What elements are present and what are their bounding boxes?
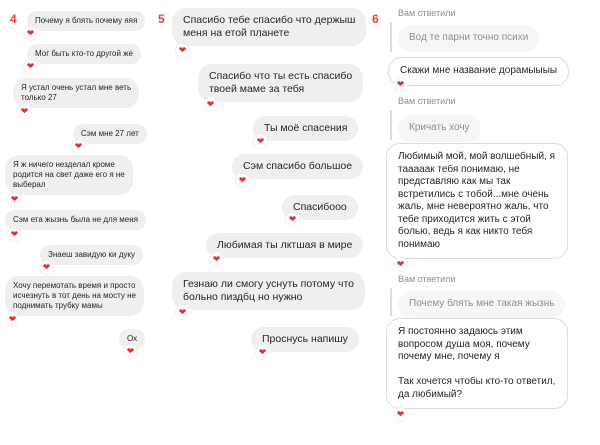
message-bubble[interactable]: Сэм спасибо большое bbox=[232, 154, 363, 179]
message-bubble[interactable]: Спасибо тебе спасибо что держыш меня на етой планете bbox=[172, 8, 366, 46]
panel-number: 6 bbox=[372, 12, 379, 26]
heart-icon: ❤ bbox=[176, 44, 189, 57]
heart-icon: ❤ bbox=[72, 140, 85, 153]
message-bubble[interactable]: Любимый мой, мой волшебный, я тааааак тебя понимаю, не представляю как мы так встретились с тобой...мне очень жаль, мне невероятно жаль, что тебе приходится жить с этой болью, ведь я как никто тебя понимаю bbox=[386, 143, 568, 259]
heart-icon: ❤ bbox=[394, 408, 407, 421]
message-bubble[interactable]: Спасибо что ты есть спасибо твоей маме за тебя bbox=[198, 64, 363, 102]
replied-label: Вам ответили bbox=[398, 274, 456, 284]
heart-icon: ❤ bbox=[176, 306, 189, 319]
message-bubble[interactable]: Любимая ты лктшая в мире bbox=[206, 233, 363, 258]
quoted-message[interactable]: Вод те парни точно психи bbox=[398, 25, 539, 52]
heart-icon: ❤ bbox=[236, 174, 249, 187]
heart-icon: ❤ bbox=[8, 193, 21, 206]
message-bubble[interactable]: Почему я блять почему яяя bbox=[27, 11, 145, 31]
heart-icon: ❤ bbox=[18, 105, 31, 118]
replied-label: Вам ответили bbox=[398, 8, 456, 18]
quoted-message[interactable]: Почему блять мне такая жызнь bbox=[398, 291, 565, 318]
message-bubble[interactable]: Знаеш завидую ки дуку bbox=[40, 245, 143, 265]
message-bubble[interactable]: Хочу перемотать время и просто исчезнуть в тот день на мосту не поднимать трубку мамы bbox=[5, 276, 144, 316]
message-bubble[interactable]: Скажи мне название дорамыыыы bbox=[388, 57, 569, 86]
message-bubble[interactable]: Мог быть кто-то другой же bbox=[27, 44, 141, 64]
message-bubble[interactable]: Ох bbox=[119, 329, 145, 349]
panel-number: 5 bbox=[158, 12, 165, 26]
message-bubble[interactable]: Гезнаю ли смогу уснуть потому что больно пиздбц но нужно bbox=[172, 272, 365, 310]
message-bubble[interactable]: Проснусь напишу bbox=[251, 327, 359, 352]
reply-bar bbox=[390, 22, 392, 52]
message-bubble[interactable]: Сэм ета жызнь была не для меня bbox=[5, 210, 146, 230]
message-bubble[interactable]: Я устал очень устал мне веть только 27 bbox=[13, 78, 139, 108]
heart-icon: ❤ bbox=[394, 78, 407, 91]
heart-icon: ❤ bbox=[254, 135, 267, 148]
heart-icon: ❤ bbox=[210, 253, 223, 266]
replied-label: Вам ответили bbox=[398, 96, 456, 106]
message-bubble[interactable]: Я постоянно задаюсь этим вопросом душа моя, почему почему мне, почему я Так хочется чтобы кто-то ответил, да любимый? bbox=[386, 318, 568, 409]
heart-icon: ❤ bbox=[24, 27, 37, 40]
heart-icon: ❤ bbox=[8, 228, 21, 241]
heart-icon: ❤ bbox=[286, 213, 299, 226]
message-bubble[interactable]: Я ж ничего незделал кроме родится на свет даже его я не выберал bbox=[5, 155, 133, 195]
heart-icon: ❤ bbox=[40, 261, 53, 274]
reply-bar bbox=[390, 288, 392, 316]
message-bubble[interactable]: Спасибооо bbox=[282, 195, 358, 220]
heart-icon: ❤ bbox=[124, 345, 137, 358]
reply-bar bbox=[390, 110, 392, 140]
heart-icon: ❤ bbox=[256, 346, 269, 359]
heart-icon: ❤ bbox=[394, 258, 407, 271]
heart-icon: ❤ bbox=[204, 98, 217, 111]
heart-icon: ❤ bbox=[24, 60, 37, 73]
panel-number: 4 bbox=[10, 12, 17, 26]
message-bubble[interactable]: Сэм мне 27 лет bbox=[73, 124, 147, 144]
message-bubble[interactable]: Ты моё спасения bbox=[253, 116, 358, 141]
quoted-message[interactable]: Кричать хочу bbox=[398, 115, 481, 142]
heart-icon: ❤ bbox=[6, 313, 19, 326]
